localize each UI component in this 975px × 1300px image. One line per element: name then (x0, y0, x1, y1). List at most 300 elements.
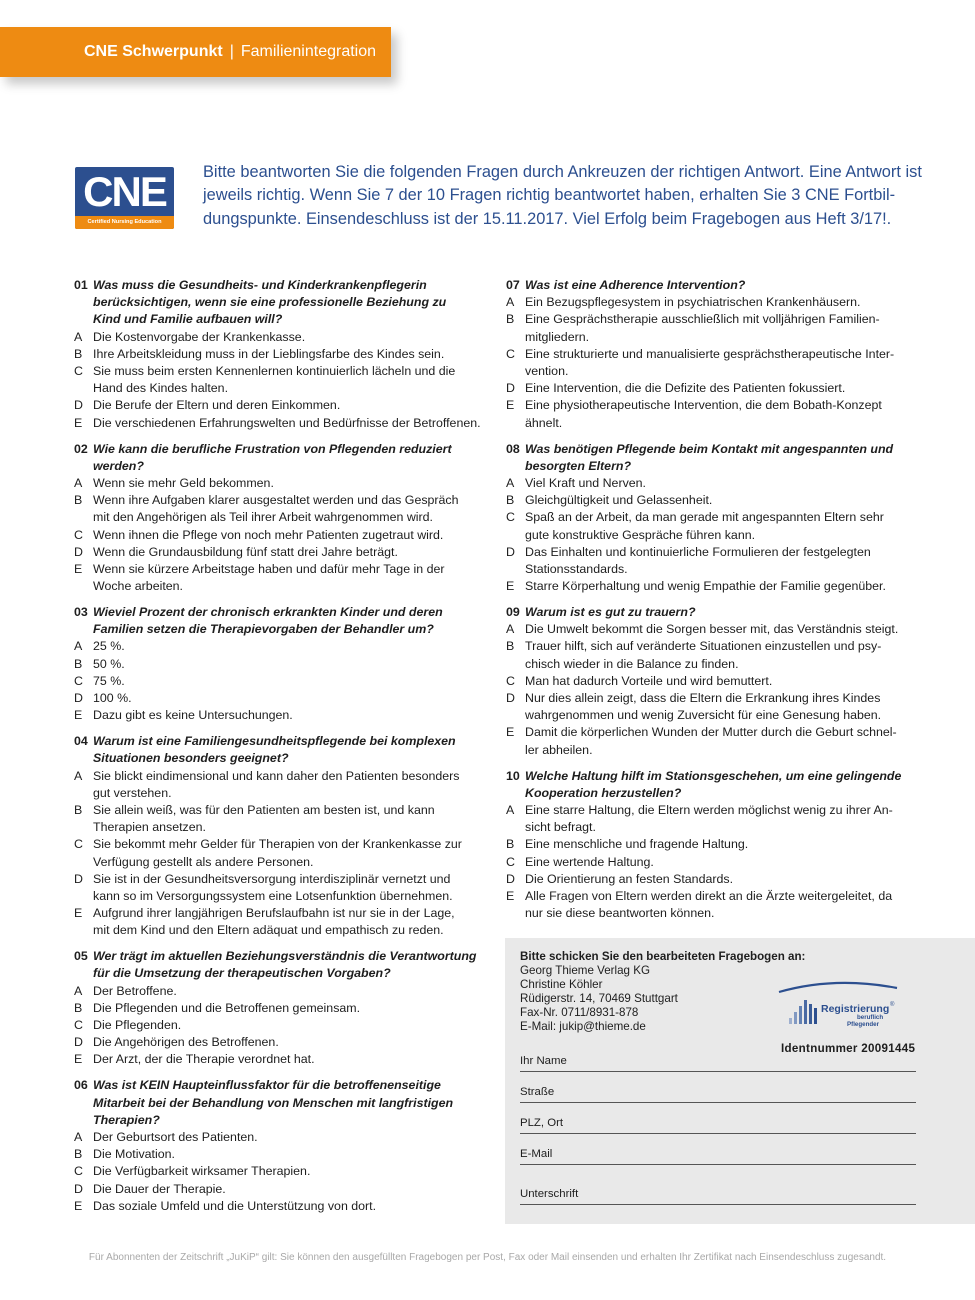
answer-text (525, 854, 654, 871)
answer-text-line: Gleichgültigkeit und Gelassenheit. (525, 493, 713, 508)
answer-text (93, 1181, 226, 1198)
question-text (93, 604, 443, 638)
answer-text-line: Wenn sie mehr Geld bekommen. (93, 475, 274, 490)
answer-text (525, 509, 884, 543)
answer-option[interactable] (74, 346, 494, 363)
answer-text-line: Die Angehörigen des Betroffenen. (93, 1035, 279, 1050)
address-line: Fax-Nr. 0711/8931-878 (520, 1005, 639, 1019)
answer-option[interactable] (74, 1000, 494, 1017)
answer-option[interactable] (74, 329, 494, 346)
answer-text (93, 415, 481, 432)
answer-letter: E (74, 561, 83, 576)
answer-text (93, 690, 132, 707)
answer-text-line: Wenn ihnen die Pflege von noch mehr Patienten zugetraut wird. (93, 527, 444, 542)
answer-option[interactable] (74, 561, 494, 595)
answer-option[interactable] (74, 492, 494, 526)
answer-option[interactable] (74, 1034, 494, 1051)
question-heading (74, 277, 494, 329)
question-heading (74, 733, 494, 767)
question-number: 07 (506, 278, 520, 292)
questions-column-left (74, 277, 494, 1224)
footer-note: Für Abonnenten der Zeitschrift „JuKiP“ gilt: Sie können den ausgefüllten Fragebogen per Post, Fax oder Mail einsenden und erhalten Ihr Zertifikat nach Einsendeschluss zugesandt. (88, 1252, 887, 1263)
answer-text (525, 397, 882, 431)
answer-option[interactable] (506, 888, 926, 922)
answer-text-line: 100 %. (93, 691, 132, 706)
answer-option[interactable] (506, 544, 926, 578)
answer-option[interactable] (74, 1017, 494, 1034)
question-02 (74, 441, 494, 596)
answer-text-line: Die Pflegenden und die Betroffenen gemeinsam. (93, 1000, 361, 1015)
answer-text-line: chisch wieder in die Balance zu finden. (525, 656, 739, 671)
question-text-line: besorgten Eltern? (525, 458, 632, 473)
answer-text-line: Eine physiotherapeutische Intervention, die dem Bobath-Konzept (525, 398, 882, 413)
answer-option[interactable] (74, 871, 494, 905)
answer-text (93, 363, 455, 397)
question-text-line: Kind und Familie aufbauen will? (93, 312, 283, 327)
form-field-label: Unterschrift (520, 1188, 579, 1200)
answer-letter: C (74, 527, 83, 542)
answer-text (525, 638, 881, 672)
answer-option[interactable] (506, 802, 926, 836)
question-text-line: Warum ist eine Familiengesundheitspflegende bei komplexen (93, 734, 456, 749)
question-heading (506, 441, 926, 475)
answer-text (93, 397, 340, 414)
registration-logo-graphic (775, 978, 905, 1030)
answer-letter: D (506, 544, 515, 559)
form-field[interactable] (520, 1048, 916, 1072)
answer-text (93, 1129, 258, 1146)
answer-text (525, 346, 894, 380)
form-field[interactable] (520, 1079, 916, 1103)
answer-option[interactable] (506, 673, 926, 690)
answer-option[interactable] (506, 871, 926, 888)
answer-option[interactable] (506, 836, 926, 853)
answer-text-line: kann so im Versorgungssystem eine Lotsenfunktion übernehmen. (93, 888, 453, 903)
answer-text-line: Eine wertende Haltung. (525, 854, 654, 869)
intro-text (203, 161, 923, 231)
question-text-line: Was ist eine Adherence Intervention? (525, 278, 746, 292)
answer-text-line: Damit die körperlichen Wunden der Mutter durch die Geburt schnel- (525, 725, 897, 740)
answer-letter: A (506, 475, 515, 490)
answer-text-line: Woche arbeiten. (93, 579, 184, 594)
address-line: Christine Köhler (520, 977, 603, 991)
question-01 (74, 277, 494, 432)
question-06 (74, 1077, 494, 1215)
answer-option[interactable] (74, 1129, 494, 1146)
answer-letter: B (74, 1000, 83, 1015)
form-field[interactable] (520, 1141, 916, 1165)
answer-option[interactable] (74, 1181, 494, 1198)
answer-text-line: Die Berufe der Eltern und deren Einkommen. (93, 398, 341, 413)
question-text-line: Welche Haltung hilft im Stationsgeschehen, um eine gelingende (525, 768, 902, 783)
question-05 (74, 948, 494, 1068)
answer-text (525, 294, 860, 311)
answer-option[interactable] (74, 768, 494, 802)
answer-option[interactable] (506, 621, 926, 638)
answer-letter: B (506, 837, 515, 852)
answer-letter: C (506, 346, 515, 361)
answer-text-line: Therapien ansetzen. (93, 820, 206, 835)
answer-text-line: Stationsstandards. (525, 561, 628, 576)
answer-text (93, 561, 445, 595)
answer-letter: D (74, 1035, 83, 1050)
address-line: E-Mail: jukip@thieme.de (520, 1019, 646, 1033)
answer-letter: E (74, 906, 83, 921)
answer-letter: B (506, 312, 515, 327)
answer-letter: E (74, 1198, 83, 1213)
answer-text (525, 690, 881, 724)
answer-letter: A (506, 295, 515, 310)
answer-text (525, 544, 871, 578)
answer-option[interactable] (506, 492, 926, 509)
answer-option[interactable] (506, 346, 926, 380)
answer-text (93, 475, 274, 492)
answer-text-line: Der Betroffene. (93, 983, 177, 998)
question-text (525, 277, 745, 294)
answer-option[interactable] (74, 638, 494, 655)
question-heading (74, 441, 494, 475)
answer-option[interactable] (74, 673, 494, 690)
question-number: 01 (74, 278, 88, 292)
answer-text-line: Sie allein weiß, was für den Patienten am besten ist, und kann (93, 802, 435, 817)
answer-option[interactable] (74, 415, 494, 432)
question-07 (506, 277, 926, 432)
answer-letter: C (74, 673, 83, 688)
answer-text-line: Man hat dadurch Vorteile und wird bemuttert. (525, 673, 773, 688)
answer-text (93, 1198, 376, 1215)
question-number: 03 (74, 605, 88, 620)
answer-text (93, 983, 177, 1000)
answer-option[interactable] (74, 363, 494, 397)
answer-text (93, 1163, 310, 1180)
question-text-line: Situationen besonders geeignet? (93, 751, 289, 766)
answer-text (93, 329, 305, 346)
question-text-line: Familien setzen die Therapievorgaben der Behandler um? (93, 622, 434, 637)
answer-letter: D (74, 691, 83, 706)
question-09 (506, 604, 926, 759)
answer-text-line: Wenn ihre Aufgaben klarer ausgestaltet werden und das Gespräch (93, 493, 459, 508)
question-text-line: Was benötigen Pflegende beim Kontakt mit angespannten und (525, 441, 894, 456)
answer-text-line: Die Orientierung an festen Standards. (525, 871, 734, 886)
answer-text-line: Sie ist in der Gesundheitsversorgung interdisziplinär vernetzt und (93, 871, 451, 886)
answer-text-line: Eine menschliche und fragende Haltung. (525, 837, 749, 852)
answer-option[interactable] (74, 544, 494, 561)
answer-text (93, 1146, 175, 1163)
answer-text-line: Aufgrund ihrer langjährigen Berufslaufbahn ist nur sie in der Lage, (93, 906, 455, 921)
answer-text (93, 1000, 360, 1017)
question-heading (506, 768, 926, 802)
question-text (93, 733, 456, 767)
answer-text (93, 1034, 279, 1051)
section-banner (0, 27, 391, 77)
answer-text-line: 75 %. (93, 673, 125, 688)
answer-option[interactable] (74, 1198, 494, 1215)
question-number: 09 (506, 605, 520, 620)
answer-text-line: Alle Fragen von Eltern werden direkt an die Ärzte weitergeleitet, da (525, 888, 893, 903)
answer-letter: D (74, 1181, 83, 1196)
answer-option[interactable] (506, 854, 926, 871)
answer-text-line: mit dem Kind und den Eltern adäquat und empathisch zu reden. (93, 923, 444, 938)
answer-text (525, 871, 733, 888)
answer-option[interactable] (506, 397, 926, 431)
answer-option[interactable] (74, 527, 494, 544)
answer-text-line: Nur dies allein zeigt, dass die Eltern die Erkrankung ihres Kindes (525, 691, 881, 706)
answer-letter: B (74, 493, 83, 508)
answer-letter: E (506, 398, 515, 413)
answer-text (93, 1051, 315, 1068)
answer-text-line: Das Einhalten und kontinuierliche Formulieren der festgelegten (525, 544, 871, 559)
answer-text (525, 311, 880, 345)
answer-text-line: Das soziale Umfeld und die Unterstützung von dort. (93, 1198, 377, 1213)
address-line: Georg Thieme Verlag KG (520, 963, 650, 977)
answer-text-line: Die Verfügbarkeit wirksamer Therapien. (93, 1164, 311, 1179)
answer-text-line: Die Motivation. (93, 1147, 175, 1162)
answer-text-line: 25 %. (93, 639, 125, 654)
answer-text (93, 871, 453, 905)
answer-option[interactable] (74, 475, 494, 492)
answer-text (525, 802, 893, 836)
answer-text-line: mitgliedern. (525, 329, 590, 344)
answer-text-line: Eine Gesprächstherapie ausschließlich mit volljährigen Familien- (525, 312, 880, 327)
answer-text (525, 475, 646, 492)
answer-text-line: Dazu gibt es keine Untersuchungen. (93, 708, 293, 723)
question-text-line: Wie kann die berufliche Frustration von Pflegenden reduziert (93, 441, 452, 456)
answer-text (93, 492, 459, 526)
answer-option[interactable] (506, 724, 926, 758)
answer-text-line: Die Pflegenden. (93, 1018, 182, 1033)
section-title: CNE Schwerpunkt (84, 43, 223, 60)
answer-text-line: Ein Bezugspflegesystem in psychiatrischen Krankenhäusern. (525, 295, 861, 310)
answer-letter: B (74, 346, 83, 361)
answer-text (93, 802, 435, 836)
answer-option[interactable] (506, 638, 926, 672)
question-heading (74, 948, 494, 982)
answer-text-line: Hand des Kindes halten. (93, 381, 229, 396)
answer-text-line: Der Geburtsort des Patienten. (93, 1129, 258, 1144)
section-separator: | (229, 43, 234, 60)
question-text (93, 277, 446, 329)
intro-line: dungspunkte. Einsendeschluss ist der 15.11.2017. Viel Erfolg beim Fragebogen aus Heft 3/17!. (203, 209, 892, 228)
answer-letter: D (506, 871, 515, 886)
form-field[interactable] (520, 1110, 916, 1134)
answer-option[interactable] (74, 905, 494, 939)
question-text-line: Warum ist es gut zu trauern? (525, 605, 696, 620)
question-number: 06 (74, 1078, 88, 1093)
answer-letter: A (506, 622, 515, 637)
registration-logo-line3: Pflegender (847, 1021, 879, 1028)
answer-option[interactable] (74, 983, 494, 1000)
answer-letter: C (74, 1164, 83, 1179)
question-text-line: werden? (93, 458, 144, 473)
answer-option[interactable] (74, 802, 494, 836)
answer-letter: E (74, 415, 83, 430)
answer-text-line: mit den Angehörigen als Teil ihrer Arbeit wahrgenommen wird. (93, 510, 434, 525)
answer-option[interactable] (506, 690, 926, 724)
question-text (93, 1077, 453, 1129)
answer-text-line: Sie bekommt mehr Gelder für Therapien von der Krankenkasse zur (93, 837, 462, 852)
answer-letter: A (74, 639, 83, 654)
answer-text-line: Wenn die Grundausbildung fünf statt drei Jahre beträgt. (93, 544, 398, 559)
answer-letter: B (74, 1147, 83, 1162)
questions-column-right (506, 277, 926, 931)
question-text-line: für die Umsetzung der therapeutischen Vorgaben? (93, 966, 391, 981)
question-heading (506, 604, 926, 621)
answer-option[interactable] (74, 836, 494, 870)
question-text-line: Kooperation herzustellen? (525, 785, 682, 800)
question-text-line: Was muss die Gesundheits- und Kinderkrankenpflegerin (93, 278, 427, 292)
answer-text-line: nur sie diese beantworten können. (525, 906, 715, 921)
answer-text-line: ler abheilen. (525, 742, 593, 757)
answer-text-line: Verfügung gestellt als andere Personen. (93, 854, 314, 869)
answer-text-line: gut verstehen. (93, 785, 172, 800)
question-text (93, 441, 452, 475)
answer-option[interactable] (74, 707, 494, 724)
answer-letter: D (74, 398, 83, 413)
answer-option[interactable] (74, 1051, 494, 1068)
question-03 (74, 604, 494, 724)
question-number: 02 (74, 441, 88, 456)
submission-form (505, 938, 975, 1224)
question-08 (506, 441, 926, 596)
cne-logo (75, 167, 174, 229)
form-field[interactable] (520, 1181, 916, 1205)
answer-letter: A (74, 1129, 83, 1144)
registration-logo-line2: beruflich (857, 1014, 884, 1021)
answer-letter: E (506, 579, 515, 594)
answer-text (525, 578, 886, 595)
answer-option[interactable] (74, 397, 494, 414)
intro-line: Bitte beantworten Sie die folgenden Fragen durch Ankreuzen der richtigen Antwort. Eine Antwort ist (203, 163, 922, 181)
answer-text-line: Eine starre Haltung, die Eltern werden möglichst wenig zu ihrer An- (525, 802, 893, 817)
answer-letter: C (74, 364, 83, 379)
question-04 (74, 733, 494, 939)
answer-letter: C (74, 1018, 83, 1033)
answer-text-line: Sie muss beim ersten Kennenlernen kontinuierlich lächeln und die (93, 364, 456, 379)
cne-logo-text: CNE (83, 168, 166, 215)
answer-text (93, 656, 125, 673)
answer-option[interactable] (506, 509, 926, 543)
answer-letter: B (506, 493, 515, 508)
address-block (520, 950, 805, 1033)
answer-letter: A (74, 329, 83, 344)
answer-text-line: Der Arzt, der die Therapie verordnet hat. (93, 1052, 315, 1067)
question-text (93, 948, 477, 982)
answer-text-line: Spaß an der Arbeit, da man gerade mit angespannten Eltern sehr (525, 510, 884, 525)
answer-text-line: Die Kostenvorgabe der Krankenkasse. (93, 329, 306, 344)
question-text-line: Wer trägt im aktuellen Beziehungsverständnis die Verantwortung (93, 949, 477, 964)
answer-text-line: Wenn sie kürzere Arbeitstage haben und dafür mehr Tage in der (93, 561, 445, 576)
answer-text (525, 380, 845, 397)
answer-option[interactable] (74, 1163, 494, 1180)
answer-text-line: Trauer hilft, sich auf veränderte Situationen einzustellen und psy- (525, 639, 882, 654)
question-text-line: Was ist KEIN Haupteinflussfaktor für die betroffenenseitige (93, 1078, 441, 1093)
answer-letter: A (506, 802, 515, 817)
answer-letter: B (74, 656, 83, 671)
question-text-line: Therapien? (93, 1112, 160, 1127)
question-heading (74, 604, 494, 638)
section-topic: Familienintegration (240, 43, 377, 60)
answer-text (93, 346, 444, 363)
question-text (525, 768, 901, 802)
answer-text-line: Eine Intervention, die die Defizite des Patienten fokussiert. (525, 381, 846, 396)
form-field-label: Straße (520, 1086, 555, 1098)
answer-option[interactable] (506, 475, 926, 492)
question-number: 08 (506, 441, 520, 456)
answer-letter: C (506, 673, 515, 688)
answer-letter: E (506, 888, 515, 903)
answer-letter: D (506, 691, 515, 706)
question-number: 04 (74, 734, 88, 749)
question-number: 10 (506, 768, 520, 783)
answer-option[interactable] (74, 1146, 494, 1163)
answer-letter: D (74, 544, 83, 559)
answer-text (93, 544, 398, 561)
registration-logo-title: Registrierung (821, 1003, 890, 1015)
answer-letter: B (74, 802, 83, 817)
answer-text (525, 621, 898, 638)
answer-text (93, 638, 125, 655)
answer-letter: E (74, 708, 83, 723)
question-text (525, 604, 696, 621)
answer-text (93, 905, 455, 939)
answer-letter: C (74, 837, 83, 852)
answer-option[interactable] (74, 690, 494, 707)
answer-text (93, 836, 462, 870)
registration-logo (775, 978, 905, 1030)
answer-letter: A (74, 983, 83, 998)
answer-letter: C (506, 854, 515, 869)
answer-text (93, 768, 459, 802)
answer-text-line: wahrgenommen und wenig Zuversicht für eine Genesung haben. (525, 708, 882, 723)
answer-text-line: Ihre Arbeitskleidung muss in der Lieblingsfarbe des Kindes sein. (93, 346, 445, 361)
answer-text-line: gute konstruktive Gespräche führen kann. (525, 527, 756, 542)
answer-letter: A (74, 475, 83, 490)
answer-text (525, 888, 892, 922)
question-number: 05 (74, 949, 88, 964)
form-field-label: Ihr Name (520, 1055, 567, 1067)
cne-logo-subtitle: Certified Nursing Education (75, 216, 174, 229)
answer-letter: E (506, 725, 515, 740)
answer-option[interactable] (506, 311, 926, 345)
question-heading (74, 1077, 494, 1129)
answer-text-line: Die Dauer der Therapie. (93, 1181, 226, 1196)
answer-text (93, 707, 293, 724)
answer-text-line: Die verschiedenen Erfahrungswelten und Bedürfnisse der Betroffenen. (93, 415, 481, 430)
question-text-line: Wieviel Prozent der chronisch erkrankten Kinder und deren (93, 605, 443, 620)
id-number: Identnummer 20091445 (781, 1042, 916, 1055)
answer-option[interactable] (506, 294, 926, 311)
answer-text (93, 673, 125, 690)
answer-letter: D (506, 381, 515, 396)
answer-text (525, 492, 712, 509)
answer-text-line: Viel Kraft und Nerven. (525, 475, 646, 490)
answer-option[interactable] (74, 656, 494, 673)
answer-option[interactable] (506, 578, 926, 595)
answer-option[interactable] (506, 380, 926, 397)
answer-letter: B (506, 639, 515, 654)
intro-line: jeweils richtig. Wenn Sie 7 der 10 Fragen richtig beantwortet haben, erhalten Sie 3 CNE Fortbil- (203, 186, 896, 205)
answer-letter: C (506, 510, 515, 525)
answer-text (93, 527, 443, 544)
form-field-label: PLZ, Ort (520, 1117, 564, 1129)
address-line: Rüdigerstr. 14, 70469 Stuttgart (520, 991, 678, 1005)
answer-text (525, 673, 772, 690)
question-text-line: Mitarbeit bei der Behandlung von Menschen mit langfristigen (93, 1095, 454, 1110)
question-10 (506, 768, 926, 923)
answer-text-line: 50 %. (93, 656, 125, 671)
answer-text-line: Starre Körperhaltung und wenig Empathie der Familie gegenüber. (525, 579, 886, 594)
registration-logo-mark: ® (890, 1002, 895, 1008)
